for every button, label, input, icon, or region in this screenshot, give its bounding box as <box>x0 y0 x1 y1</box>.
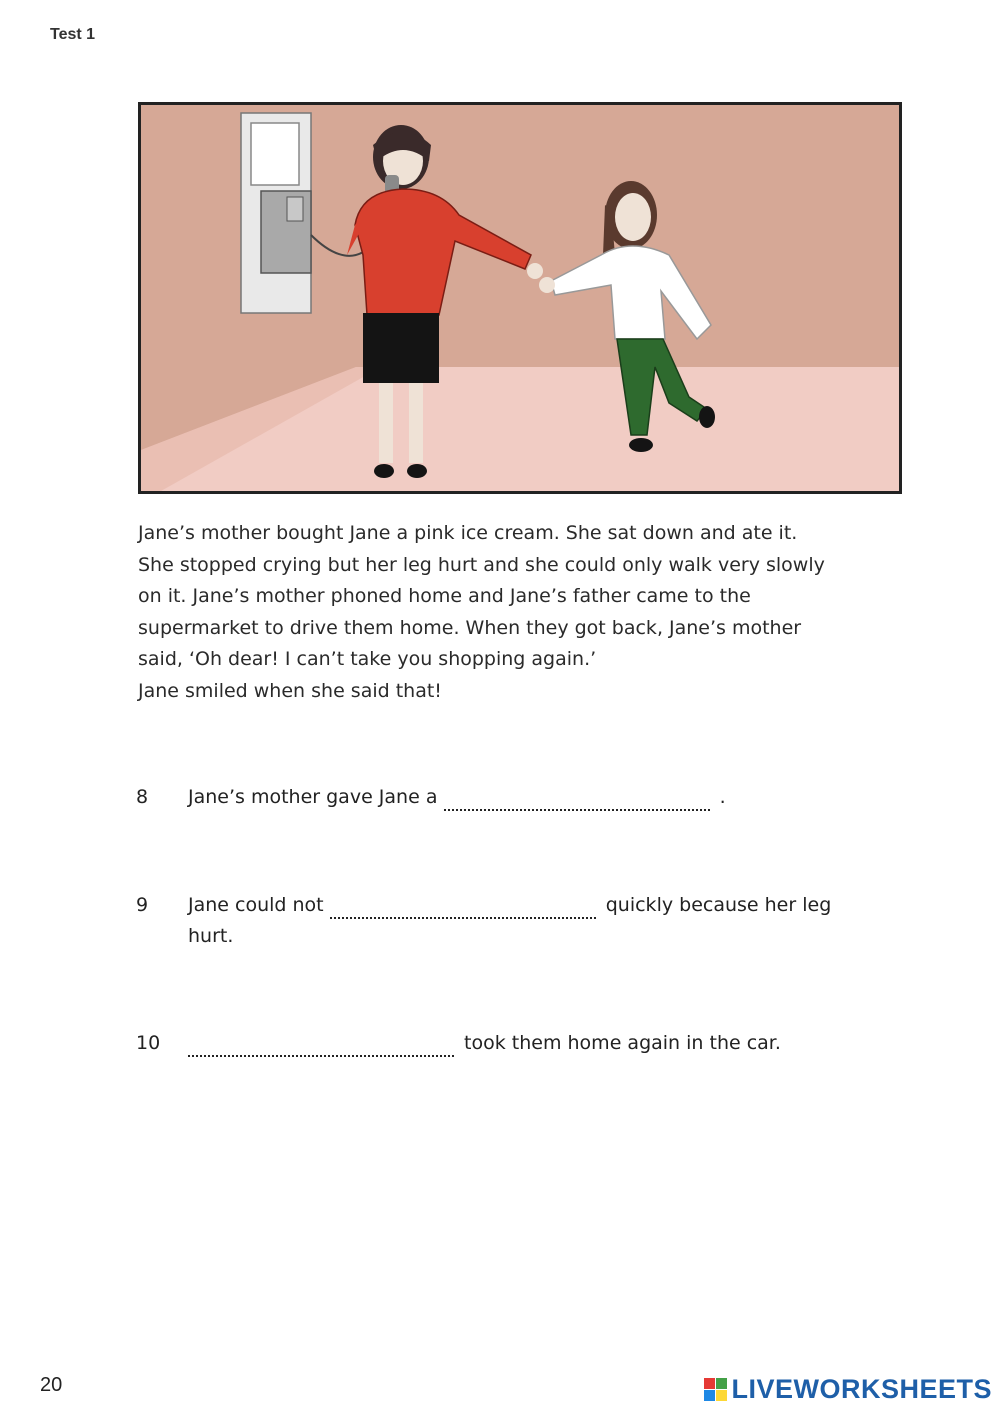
story-illustration <box>138 102 902 494</box>
story-line: Jane’s mother bought Jane a pink ice cream. She sat down and ate it. <box>138 522 798 544</box>
answer-blank <box>188 1028 458 1059</box>
question-text <box>188 782 888 813</box>
question-suffix: . <box>719 786 726 808</box>
story-text <box>138 518 898 707</box>
test-header: Test 1 <box>50 26 96 43</box>
question-number: 9 <box>136 894 149 916</box>
question-text <box>188 890 888 952</box>
story-line: Jane smiled when she said that! <box>138 679 442 702</box>
story-line: supermarket to drive them home. When they got back, Jane’s mother <box>138 616 802 639</box>
question-prompt: Jane’s mother gave Jane a <box>188 786 438 808</box>
question-suffix: quickly because her leg <box>605 894 832 916</box>
question-suffix: took them home again in the car. <box>464 1032 781 1054</box>
story-line: on it. Jane’s mother phoned home and Jane’s father came to the <box>138 585 751 607</box>
answer-input-8[interactable] <box>444 787 710 811</box>
liveworksheets-logo[interactable] <box>704 1374 992 1405</box>
question-number: 8 <box>136 786 149 808</box>
logo-grid-icon <box>704 1378 727 1401</box>
answer-input-9[interactable] <box>330 895 596 919</box>
brand-name: LIVEWORKSHEETS <box>731 1374 992 1404</box>
story-line: said, ‘Oh dear! I can’t take you shopping again.’ <box>138 648 597 670</box>
question-continuation: hurt. <box>188 925 234 947</box>
illustration-mother-phone-daughter-icon <box>141 105 899 491</box>
answer-blank <box>330 890 600 921</box>
page-number: 20 <box>40 1374 63 1396</box>
answer-blank <box>444 782 714 813</box>
answer-input-10[interactable] <box>188 1033 454 1057</box>
question-prompt: Jane could not <box>188 894 324 916</box>
question-text <box>188 1028 888 1059</box>
story-line: She stopped crying but her leg hurt and she could only walk very slowly <box>138 553 825 576</box>
question-number: 10 <box>136 1032 161 1054</box>
